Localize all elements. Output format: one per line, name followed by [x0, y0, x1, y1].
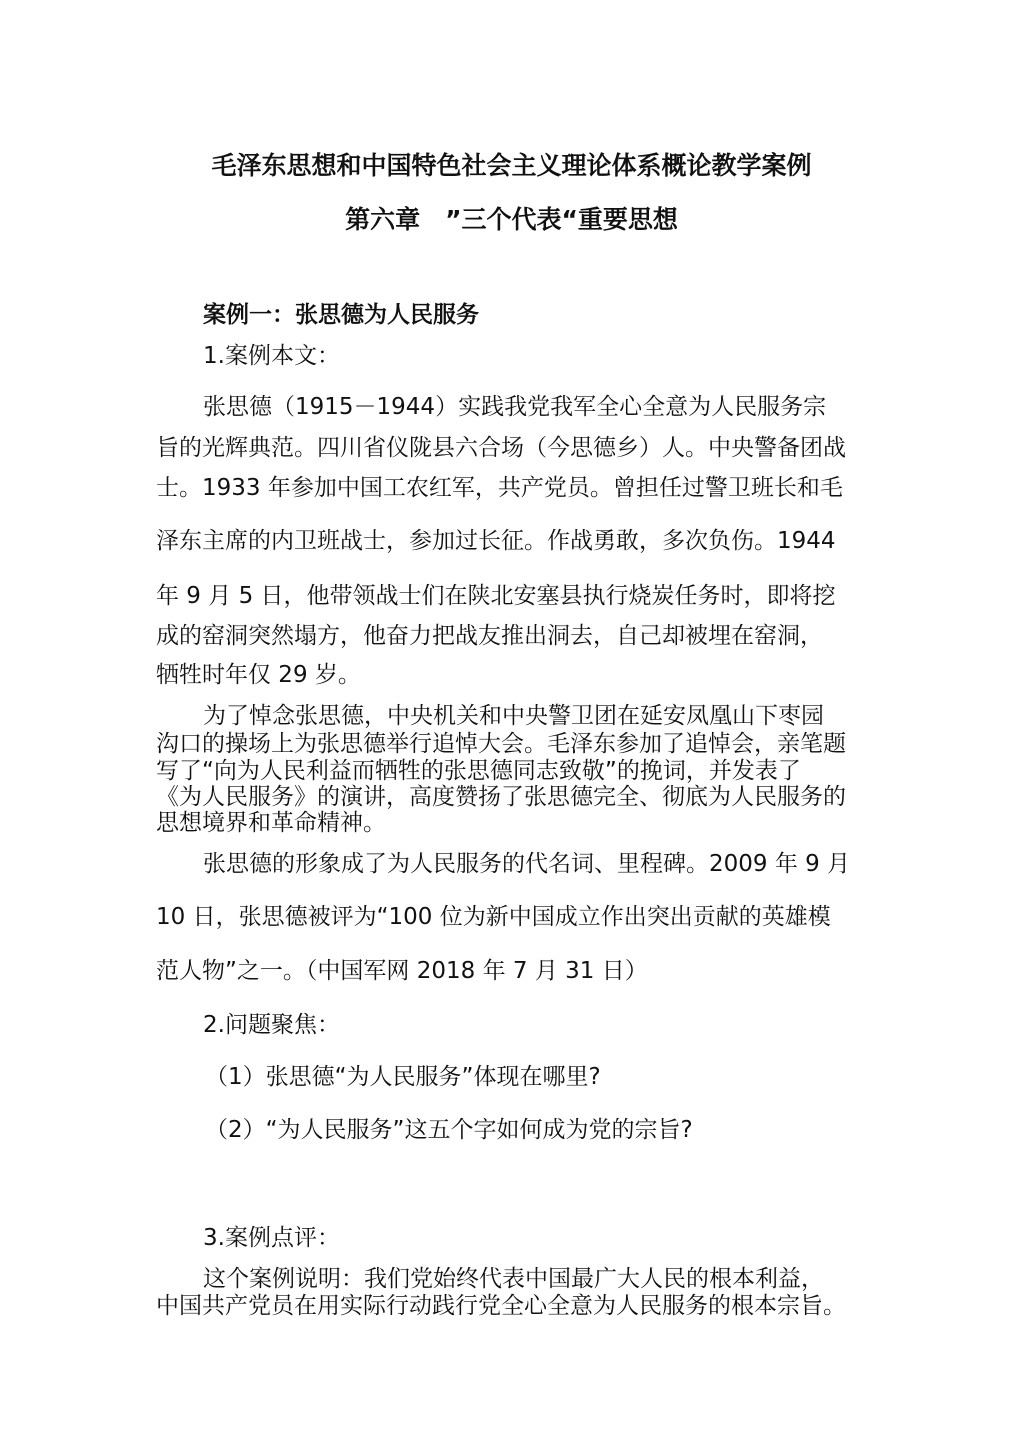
- paragraph-line: 沟口的操场上为张思德举行追悼大会。毛泽东参加了追悼会，亲笔题: [156, 731, 846, 757]
- section-heading-case-text: 1.案例本文：: [203, 343, 340, 369]
- paragraph-line: 牺牲时年仅 29 岁。: [156, 662, 361, 688]
- paragraph-line: 10 日，张思德被评为“100 位为新中国成立作出突出贡献的英雄模: [156, 904, 831, 930]
- question-item: （1）张思德“为人民服务”体现在哪里?: [205, 1064, 601, 1090]
- paragraph-line: 《为人民服务》的演讲，高度赞扬了张思德完全、彻底为人民服务的: [156, 784, 846, 810]
- paragraph-line: 成的窑洞突然塌方，他奋力把战友推出洞去，自己却被埋在窑洞，: [156, 623, 823, 649]
- paragraph-line: 中国共产党员在用实际行动践行党全心全意为人民服务的根本宗旨。: [156, 1293, 846, 1319]
- section-heading-focus: 2.问题聚焦：: [203, 1012, 340, 1038]
- paragraph-line: 旨的光辉典范。四川省仪陇县六合场（今思德乡）人。中央警备团战: [156, 435, 846, 461]
- chapter-subtitle: 第六章 ”三个代表“重要思想: [345, 205, 678, 234]
- paragraph-line: 张思德的形象成了为人民服务的代名词、里程碑。2009 年 9 月: [203, 851, 851, 877]
- case-heading: 案例一：张思德为人民服务: [203, 302, 479, 328]
- document-title: 毛泽东思想和中国特色社会主义理论体系概论教学案例: [211, 151, 812, 180]
- paragraph-line: 年 9 月 5 日，他带领战士们在陕北安塞县执行烧炭任务时，即将挖: [156, 583, 836, 609]
- paragraph-line: 泽东主席的内卫班战士，参加过长征。作战勇敢，多次负伤。1944: [156, 528, 836, 554]
- paragraph-line: 这个案例说明：我们党始终代表中国最广大人民的根本利益，: [203, 1266, 824, 1292]
- paragraph-line: 士。1933 年参加中国工农红军，共产党员。曾担任过警卫班长和毛: [156, 475, 843, 501]
- section-heading-review: 3.案例点评：: [203, 1225, 340, 1251]
- paragraph-line: 张思德（1915－1944）实践我党我军全心全意为人民服务宗: [203, 394, 827, 420]
- paragraph-line: 范人物”之一。（中国军网 2018 年 7 月 31 日）: [156, 958, 648, 984]
- paragraph-line: 思想境界和革命精神。: [156, 810, 386, 836]
- paragraph-line: 写了“向为人民利益而牺牲的张思德同志致敬”的挽词，并发表了: [156, 758, 801, 784]
- question-item: （2）“为人民服务”这五个字如何成为党的宗旨?: [205, 1117, 693, 1143]
- paragraph-line: 为了悼念张思德，中央机关和中央警卫团在延安凤凰山下枣园: [203, 703, 824, 729]
